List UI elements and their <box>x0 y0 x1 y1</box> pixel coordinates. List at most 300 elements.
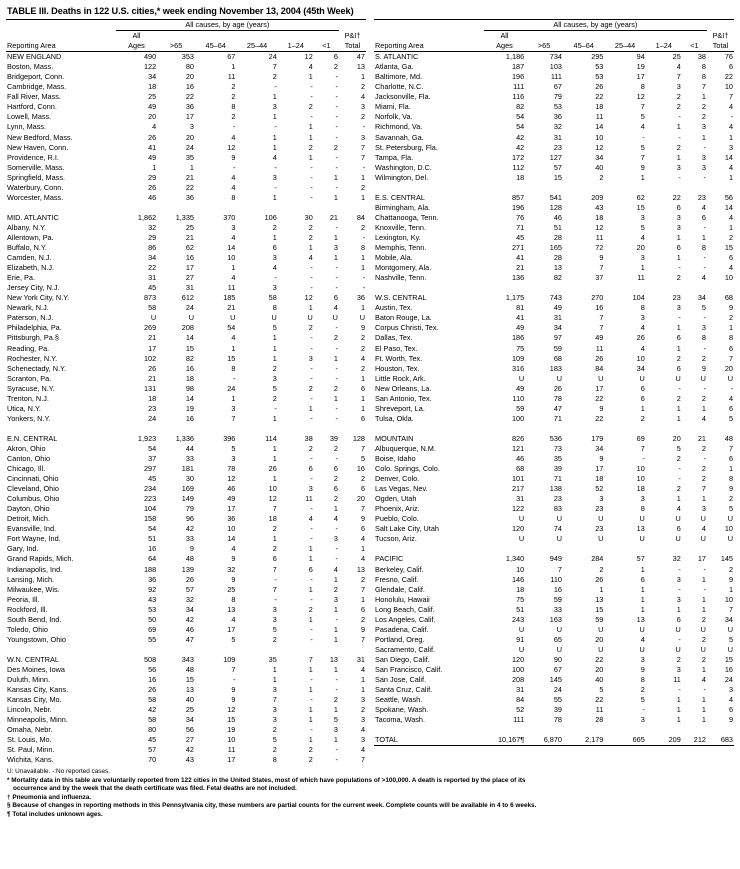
row-value-cell: 6 <box>728 343 733 353</box>
row-value-cell: 145 <box>549 675 562 685</box>
row-value-cell: 5 <box>640 142 645 152</box>
row-value-cell: U <box>727 514 733 524</box>
row-value-cell: 1,923 <box>137 433 157 443</box>
row-value-cell: 46 <box>553 212 562 222</box>
row-value-cell: 9 <box>360 624 365 634</box>
row-area-label: Lexington, Ky. <box>375 232 421 242</box>
row-value-cell: - <box>335 273 338 283</box>
row-area-label: Baton Rouge, La. <box>375 313 432 323</box>
row-value-cell: 6 <box>308 464 313 474</box>
row-value-cell: - <box>310 504 313 514</box>
row-value-cell: 9 <box>701 363 706 373</box>
table-row <box>6 303 366 313</box>
row-value-cell: - <box>310 82 313 92</box>
left-table-half <box>6 19 370 765</box>
row-value-cell: 2 <box>728 232 733 242</box>
row-value-cell: 22 <box>595 92 604 102</box>
row-value-cell: 1 <box>231 62 236 72</box>
row-value-cell: 84 <box>595 363 604 373</box>
row-area-label: Rochester, N.Y. <box>7 353 58 363</box>
row-value-cell: 1,175 <box>505 293 525 303</box>
table-row <box>6 504 366 514</box>
row-value-cell: 4 <box>701 675 706 685</box>
row-value-cell: 297 <box>144 464 157 474</box>
row-value-cell: 1 <box>308 665 313 674</box>
table-row <box>6 434 366 444</box>
row-value-cell: 1 <box>333 192 338 202</box>
row-area-label: Atlanta, Ga. <box>375 62 414 72</box>
row-value-cell: 22 <box>672 192 681 202</box>
row-value-cell: 7 <box>360 142 365 152</box>
row-value-cell: 10 <box>227 735 236 745</box>
table-row <box>374 675 734 685</box>
row-value-cell: 65 <box>553 634 562 644</box>
row-value-cell: 3 <box>231 222 236 232</box>
row-value-cell: 271 <box>512 243 525 253</box>
row-value-cell: - <box>678 263 681 273</box>
row-value-cell: - <box>642 132 645 142</box>
row-value-cell: 316 <box>512 363 525 373</box>
row-value-cell: U <box>556 373 562 383</box>
row-value-cell: 13 <box>356 564 365 574</box>
left-table <box>6 19 366 765</box>
row-value-cell: 10 <box>227 253 236 263</box>
row-value-cell: 1 <box>701 695 706 705</box>
table-row <box>374 313 734 323</box>
row-value-cell: 1 <box>640 403 645 413</box>
row-value-cell: 82 <box>516 102 525 112</box>
row-value-cell: - <box>310 112 313 122</box>
row-area-label: Minneapolis, Minn. <box>7 715 68 725</box>
table-row <box>6 283 366 293</box>
row-value-cell: 2 <box>728 313 733 323</box>
row-value-cell: 59 <box>553 343 562 353</box>
row-value-cell: 69 <box>148 624 157 634</box>
row-value-cell: 20 <box>595 634 604 644</box>
row-area-label: Cincinnati, Ohio <box>7 474 59 484</box>
row-value-cell: 24 <box>553 685 562 695</box>
row-value-cell: 2 <box>333 142 338 152</box>
row-value-cell: 45 <box>148 474 157 484</box>
row-value-cell: 10 <box>724 273 733 283</box>
row-value-cell: 22 <box>595 413 604 423</box>
row-value-cell: 3 <box>272 715 277 725</box>
row-value-cell: 53 <box>553 102 562 112</box>
row-area-label: Des Moines, Iowa <box>7 665 65 674</box>
row-value-cell: 6 <box>676 363 681 373</box>
row-value-cell: - <box>274 82 277 92</box>
row-value-cell: 2 <box>676 102 681 112</box>
row-value-cell: 3 <box>333 243 338 253</box>
table-row <box>374 635 734 645</box>
row-value-cell: U <box>639 534 645 544</box>
row-value-cell: - <box>678 172 681 182</box>
row-value-cell: - <box>310 695 313 705</box>
left-header-gap4 <box>278 31 314 42</box>
row-value-cell: 3 <box>360 695 365 705</box>
row-value-cell: 1 <box>189 162 194 172</box>
row-area-label: Philadelphia, Pa. <box>7 323 62 333</box>
row-area-label: Canton, Ohio <box>7 454 50 464</box>
row-value-cell: 20 <box>185 72 194 82</box>
row-value-cell: 3 <box>308 484 313 494</box>
row-value-cell: 36 <box>185 102 194 112</box>
row-value-cell: 2 <box>272 524 277 534</box>
row-value-cell: 6 <box>333 293 338 303</box>
row-value-cell: 4 <box>640 232 645 242</box>
row-value-cell: 84 <box>356 212 365 222</box>
row-value-cell: 26 <box>148 685 157 695</box>
row-value-cell: U <box>700 514 706 524</box>
row-value-cell: 13 <box>356 62 365 72</box>
row-value-cell: U <box>230 313 236 323</box>
row-value-cell: 163 <box>549 614 562 624</box>
left-header-area-blank <box>6 31 116 42</box>
row-value-cell: 2 <box>676 393 681 403</box>
row-value-cell: 7 <box>360 504 365 514</box>
row-value-cell: 1 <box>272 675 277 685</box>
row-value-cell: 2 <box>701 474 706 484</box>
row-value-cell: 120 <box>512 524 525 534</box>
row-value-cell: 15 <box>724 654 733 664</box>
row-value-cell: 5 <box>640 695 645 705</box>
table-row <box>374 625 734 635</box>
row-value-cell: 7 <box>676 72 681 82</box>
row-value-cell: - <box>232 122 236 132</box>
table-row <box>6 333 366 343</box>
row-value-cell: 58 <box>148 715 157 725</box>
row-value-cell: 734 <box>549 52 562 62</box>
row-value-cell: 15 <box>636 202 645 212</box>
table-row <box>374 333 734 343</box>
row-value-cell: 34 <box>185 604 194 614</box>
row-value-cell: 31 <box>148 273 157 283</box>
row-area-label: Tulsa, Okla. <box>375 413 414 423</box>
row-area-label: Lynn, Mass. <box>7 122 47 132</box>
row-value-cell: 11 <box>227 283 236 293</box>
row-value-cell: 3 <box>640 494 645 504</box>
row-area-label: Milwaukee, Wis. <box>7 584 60 594</box>
row-value-cell: U <box>700 644 706 654</box>
row-value-cell: 15 <box>185 675 194 685</box>
row-value-cell: 7 <box>360 584 365 594</box>
row-value-cell: 2 <box>701 464 706 474</box>
row-value-cell: 36 <box>227 514 236 524</box>
row-value-cell: 12 <box>595 222 604 232</box>
row-value-cell: 100 <box>512 413 525 423</box>
row-value-cell: 169 <box>181 484 194 494</box>
table-row <box>6 705 366 715</box>
row-value-cell: 13 <box>636 524 645 534</box>
table-row <box>6 414 366 424</box>
row-value-cell: 1 <box>333 665 338 674</box>
left-table-head <box>6 20 366 52</box>
row-value-cell: 49 <box>516 383 525 393</box>
row-value-cell: 42 <box>185 524 194 534</box>
row-area-label: Jacksonville, Fla. <box>375 92 431 102</box>
table-row <box>6 153 366 163</box>
row-value-cell: 31 <box>185 283 194 293</box>
row-value-cell: - <box>310 373 313 383</box>
row-value-cell: 26 <box>595 353 604 363</box>
row-value-cell: 1 <box>308 122 313 132</box>
row-value-cell: 269 <box>144 323 157 333</box>
row-area-label: Syracuse, N.Y. <box>7 383 55 393</box>
table-row <box>6 524 366 534</box>
row-value-cell: 2 <box>360 474 365 484</box>
table-row <box>374 102 734 112</box>
right-header-gap4 <box>646 31 682 42</box>
row-value-cell: 7 <box>360 152 365 162</box>
row-value-cell: - <box>232 162 236 172</box>
row-value-cell: 109 <box>223 654 236 664</box>
row-value-cell: 12 <box>304 293 313 303</box>
row-value-cell: 19 <box>185 403 194 413</box>
row-value-cell: 3 <box>701 152 706 162</box>
row-value-cell: - <box>310 333 313 343</box>
row-value-cell: - <box>310 283 313 293</box>
table-row <box>374 585 734 595</box>
row-value-cell: 7 <box>701 484 706 494</box>
row-value-cell: 10 <box>516 564 525 574</box>
row-value-cell: 4 <box>231 232 236 242</box>
row-area-label: Lansing, Mich. <box>7 574 55 584</box>
table-row-spacer <box>6 424 366 434</box>
row-value-cell: 17 <box>185 112 194 122</box>
row-value-cell: 17 <box>697 554 706 564</box>
row-value-cell: 1 <box>360 594 365 604</box>
row-value-cell: - <box>678 464 681 474</box>
row-value-cell: 4 <box>728 393 733 403</box>
row-area-label: Spokane, Wash. <box>375 705 429 715</box>
row-value-cell: 1 <box>640 172 645 182</box>
row-area-label: Salt Lake City, Utah <box>375 524 439 534</box>
row-value-cell: 53 <box>148 604 157 614</box>
row-value-cell: 6 <box>728 403 733 413</box>
row-area-label: Albuquerque, N.M. <box>375 443 436 453</box>
row-value-cell: 111 <box>550 72 562 82</box>
row-value-cell: 26 <box>148 132 157 142</box>
table-row <box>6 725 366 735</box>
left-header-4564: 45–64 <box>205 41 226 51</box>
row-value-cell: 1 <box>308 243 313 253</box>
table-row <box>374 213 734 223</box>
row-area-label: Las Vegas, Nev. <box>375 484 428 494</box>
row-value-cell: - <box>678 685 681 695</box>
row-value-cell: 7 <box>640 102 645 112</box>
row-value-cell: 51 <box>516 604 525 614</box>
table-row <box>374 715 734 725</box>
row-value-cell: 4 <box>231 614 236 624</box>
row-value-cell: 4 <box>360 725 365 735</box>
row-value-cell: 6 <box>360 604 365 614</box>
table-row <box>6 394 366 404</box>
row-value-cell: 14 <box>227 243 236 253</box>
row-value-cell: 3 <box>640 212 645 222</box>
row-value-cell: 3 <box>676 162 681 172</box>
table-row <box>374 193 734 203</box>
row-area-label: Ft. Worth, Tex. <box>375 353 423 363</box>
row-value-cell: 1 <box>676 152 681 162</box>
row-value-cell: - <box>274 574 277 584</box>
row-value-cell: 12 <box>227 142 236 152</box>
row-value-cell: 1 <box>152 162 157 172</box>
row-value-cell: - <box>274 273 277 283</box>
row-value-cell: 209 <box>668 735 681 745</box>
row-area-label: Honolulu, Hawaii <box>375 594 430 604</box>
row-value-cell: 15 <box>724 243 733 253</box>
page-title: TABLE III. Deaths in 122 U.S. cities,* week ending November 13, 2004 (45th Week) <box>7 6 354 16</box>
row-value-cell: 16 <box>595 303 604 313</box>
row-area-label: Tampa, Fla. <box>375 152 414 162</box>
table-row <box>6 233 366 243</box>
row-value-cell: 208 <box>181 323 194 333</box>
row-value-cell: 7 <box>640 443 645 453</box>
left-header-reporting-area: Reporting Area <box>7 41 56 51</box>
row-value-cell: 4 <box>272 152 277 162</box>
row-value-cell: 8 <box>701 333 706 343</box>
row-value-cell: 6 <box>360 524 365 534</box>
row-value-cell: U <box>598 644 604 654</box>
table-row <box>374 153 734 163</box>
row-area-label: San Jose, Calif. <box>375 675 427 685</box>
row-value-cell: 6 <box>728 62 733 72</box>
table-row <box>374 514 734 524</box>
row-value-cell: - <box>335 675 338 685</box>
row-value-cell: 8 <box>728 333 733 343</box>
row-value-cell: 2 <box>333 383 338 393</box>
row-value-cell: 2 <box>308 755 313 765</box>
row-value-cell: 7 <box>728 443 733 453</box>
row-value-cell: 6 <box>333 464 338 474</box>
table-row <box>374 384 734 394</box>
row-value-cell: 91 <box>516 634 525 644</box>
row-value-cell: 33 <box>185 534 194 544</box>
table-row <box>374 454 734 464</box>
row-value-cell: - <box>310 172 313 182</box>
row-area-label: Lowell, Mass. <box>7 112 52 122</box>
row-area-label: PACIFIC <box>375 554 404 564</box>
row-value-cell: 18 <box>636 484 645 494</box>
row-value-cell: - <box>703 142 706 152</box>
row-value-cell: - <box>335 92 338 102</box>
table-row <box>374 203 734 213</box>
row-value-cell: 16 <box>185 413 194 423</box>
row-value-cell: 98 <box>185 383 194 393</box>
row-value-cell: - <box>310 594 313 604</box>
row-value-cell: 5 <box>728 634 733 644</box>
row-value-cell: 4 <box>231 132 236 142</box>
row-value-cell: 103 <box>549 62 562 72</box>
row-value-cell: 3 <box>599 494 604 504</box>
row-value-cell: 209 <box>591 192 604 202</box>
row-value-cell: 17 <box>227 624 236 634</box>
row-value-cell: 75 <box>516 594 525 604</box>
row-value-cell: 97 <box>553 333 562 343</box>
table-row-spacer <box>374 544 734 554</box>
row-value-cell: 10,167¶ <box>497 735 525 745</box>
row-value-cell: 26 <box>636 333 645 343</box>
row-value-cell: 5 <box>728 504 733 514</box>
row-area-label: Fall River, Mass. <box>7 92 61 102</box>
row-area-label: Austin, Tex. <box>375 303 413 313</box>
row-value-cell: 9 <box>640 162 645 172</box>
row-value-cell: 6 <box>640 393 645 403</box>
row-value-cell: 18 <box>516 172 525 182</box>
row-value-cell: 4 <box>308 253 313 263</box>
table-row <box>374 354 734 364</box>
row-value-cell: 1 <box>272 232 277 242</box>
row-area-label: Berkeley, Calif. <box>375 564 424 574</box>
row-value-cell: 6 <box>272 243 277 253</box>
row-value-cell: 67 <box>553 665 562 674</box>
row-value-cell: 2 <box>333 695 338 705</box>
row-area-label: Elizabeth, N.J. <box>7 263 55 273</box>
table-row-spacer <box>374 283 734 293</box>
row-value-cell: - <box>310 92 313 102</box>
row-value-cell: 873 <box>144 293 157 303</box>
row-area-label: San Francisco, Calif. <box>375 665 443 674</box>
row-value-cell: 22 <box>148 263 157 273</box>
row-value-cell: 9 <box>728 715 733 725</box>
row-value-cell: 536 <box>549 433 562 443</box>
row-value-cell: 7 <box>599 313 604 323</box>
row-value-cell: 4 <box>640 343 645 353</box>
row-value-cell: 295 <box>591 52 604 62</box>
row-value-cell: 25 <box>148 92 157 102</box>
row-value-cell: 1 <box>360 685 365 695</box>
row-value-cell: 40 <box>595 162 604 172</box>
row-value-cell: - <box>362 162 365 172</box>
row-area-label: Cambridge, Mass. <box>7 82 67 92</box>
row-value-cell: 541 <box>549 192 562 202</box>
row-value-cell: 1 <box>676 695 681 705</box>
row-value-cell: 18 <box>595 102 604 112</box>
row-value-cell: 4 <box>360 353 365 363</box>
table-row <box>6 554 366 564</box>
row-value-cell: 196 <box>512 72 525 82</box>
table-row <box>6 173 366 183</box>
row-value-cell: 45 <box>516 232 525 242</box>
row-value-cell: 49 <box>516 323 525 333</box>
row-value-cell: 68 <box>724 293 733 303</box>
row-value-cell: 121 <box>512 443 525 453</box>
row-value-cell: 6 <box>308 564 313 574</box>
row-value-cell: 14 <box>185 393 194 403</box>
table-row <box>6 213 366 223</box>
table-row <box>374 293 734 303</box>
row-value-cell: 41 <box>516 313 525 323</box>
row-value-cell: 71 <box>516 222 525 232</box>
row-area-label: Pueblo, Colo. <box>375 514 419 524</box>
table-row <box>374 133 734 143</box>
row-value-cell: 1 <box>272 333 277 343</box>
row-value-cell: 92 <box>148 584 157 594</box>
row-value-cell: U <box>598 624 604 634</box>
row-value-cell: - <box>335 745 338 755</box>
row-value-cell: 2 <box>360 182 365 192</box>
table-row <box>374 394 734 404</box>
row-area-label: Omaha, Nebr. <box>7 725 53 735</box>
row-value-cell: 8 <box>701 62 706 72</box>
row-value-cell: 36 <box>185 192 194 202</box>
row-value-cell: - <box>310 474 313 484</box>
row-value-cell: 56 <box>185 725 194 735</box>
row-value-cell: 5 <box>360 454 365 464</box>
table-row <box>6 464 366 474</box>
row-value-cell: 2 <box>360 112 365 122</box>
row-value-cell: 21 <box>227 303 236 313</box>
